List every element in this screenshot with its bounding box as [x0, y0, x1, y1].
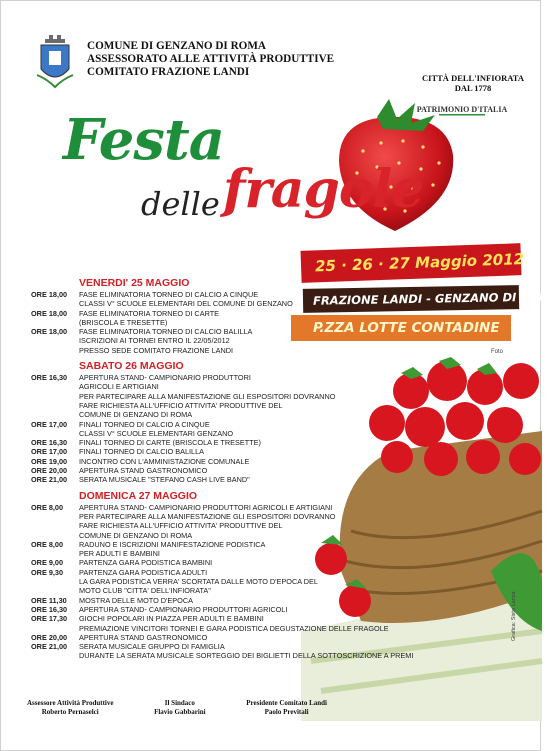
event-description [79, 290, 391, 309]
event-time: ORE 16,30 [31, 438, 68, 448]
signature-block [246, 699, 327, 717]
program-event [31, 327, 391, 355]
event-line: SERATA MUSICALE "STEFANO CASH LIVE BAND" [79, 475, 250, 485]
event-line: PRESSO SEDE COMITATO FRAZIONE LANDI [79, 345, 234, 355]
event-line: APERTURA STAND- CAMPIONARIO PRODUTTORI AGRICOLI [79, 604, 288, 614]
signature-name: Roberto Pernaselci [41, 708, 99, 716]
event-line: CLASSI V° SCUOLE ELEMENTARI GENZANO [79, 428, 234, 438]
event-line: PREMIAZIONE VINCITORI TORNEI E GARA PODISTICA DEGUSTAZIONE DELLE FRAGOLE [79, 623, 389, 633]
event-description [79, 596, 391, 605]
title-festa: Festa [63, 107, 225, 173]
signature-role: Il Sindaco [164, 699, 195, 707]
municipal-crest-icon [37, 35, 73, 87]
event-time: ORE 8,00 [31, 502, 64, 512]
signatures [27, 699, 327, 717]
program-event [31, 457, 391, 466]
event-line: FINALI TORNEO DI CALCIO A CINQUE [79, 419, 210, 429]
program-event [31, 475, 391, 484]
event-description [79, 466, 391, 475]
place-banner: FRAZIONE LANDI - GENZANO DI ROMA [303, 285, 519, 313]
event-line: APERTURA STAND- CAMPIONARIO PRODUTTORI AGRICOLI E ARTIGIANI [79, 502, 333, 512]
event-line: FINALI TORNEO DI CARTE (BRISCOLA E TRESETTE) [79, 438, 261, 448]
event-description [79, 614, 391, 633]
event-time: ORE 19,00 [31, 456, 68, 466]
event-line: AGRICOLI E ARTIGIANI [79, 382, 159, 392]
program-day-heading: SABATO 26 MAGGIO [79, 360, 184, 373]
event-time: ORE 18,00 [31, 327, 68, 337]
event-time: ORE 17,00 [31, 419, 68, 429]
photo-credit: Foto [491, 349, 504, 355]
event-line: PER PARTECIPARE ALLA MANIFESTAZIONE GLI ESPOSITORI DOVRANNO [79, 511, 336, 521]
event-line: PER PARTECIPARE ALLA MANIFESTAZIONE GLI ESPOSITORI DOVRANNO [79, 391, 336, 401]
program-event [31, 466, 391, 475]
program-event [31, 596, 391, 605]
event-line: FARE RICHIESTA ALL'UFFICIO ATTIVITA' PRODUTTIVE DEL [79, 400, 283, 410]
square-banner: P.ZZA LOTTE CONTADINE [291, 315, 511, 341]
signature-role: Presidente Comitato Landi [246, 699, 327, 707]
program-event [31, 605, 391, 614]
event-line: FARE RICHIESTA ALL'UFFICIO ATTIVITA' PRODUTTIVE DEL [79, 521, 283, 531]
organizer-block [87, 40, 334, 79]
event-time: ORE 11,30 [31, 595, 67, 605]
program-event [31, 309, 391, 328]
organizer-line: COMUNE DI GENZANO DI ROMA [87, 40, 266, 52]
event-description [79, 373, 391, 419]
program-event [31, 558, 391, 567]
event-time: ORE 16,30 [31, 373, 68, 383]
event-description [79, 457, 391, 466]
event-line: COMUNE DI GENZANO DI ROMA [79, 410, 193, 420]
title-fragole: fragole [223, 159, 424, 220]
organizer-line: COMITATO FRAZIONE LANDI [87, 66, 250, 78]
program-event [31, 642, 414, 661]
event-description [79, 420, 391, 439]
program-event [31, 568, 391, 596]
event-description [79, 475, 391, 484]
event-line: DURANTE LA SERATA MUSICALE SORTEGGIO DEI BIGLIETTI DELLA SOTTOSCRIZIONE A PREMI [79, 651, 414, 661]
event-line: RADUNO E ISCRIZIONI MANIFESTAZIONE PODISTICA [79, 539, 266, 549]
city-motto-line: DAL 1778 [454, 83, 492, 93]
event-line: MOSTRA DELLE MOTO D'EPOCA [79, 595, 193, 605]
event-time: ORE 21,00 [31, 642, 68, 652]
event-line: ISCRIZIONI AI TORNEI ENTRO IL 22/05/2012 [79, 336, 230, 346]
event-line: INCONTRO CON L'AMMINISTAZIONE COMUNALE [79, 456, 250, 466]
event-description [79, 605, 391, 614]
event-line: APERTURA STAND GASTRONOMICO [79, 466, 208, 476]
event-description [79, 447, 391, 456]
event-description [79, 309, 391, 328]
event-line: FASE ELIMINATORIA TORNEO DI CALCIO A CINQUE [79, 290, 259, 299]
event-line: (BRISCOLA E TRESETTE) [79, 317, 168, 327]
organizer-line: ASSESSORATO ALLE ATTIVITÀ PRODUTTIVE [87, 53, 335, 65]
event-line: SERATA MUSICALE GRUPPO DI FAMIGLIA [79, 642, 225, 652]
event-time: ORE 21,00 [31, 475, 68, 485]
side-credit: Grafica: Sisto Lanza [511, 591, 517, 641]
event-line: MOTO CLUB "CITTA' DELL'INFIORATA" [79, 586, 211, 596]
event-description [79, 503, 391, 540]
program-event [31, 447, 391, 456]
program-event [31, 290, 391, 309]
event-line: PER ADULTI E BAMBINI [79, 549, 160, 559]
program-day-heading: VENERDI' 25 MAGGIO [79, 277, 190, 289]
event-time: ORE 9,00 [31, 558, 64, 568]
event-time: ORE 18,00 [31, 290, 68, 299]
event-description [79, 568, 391, 596]
svg-text:PATRIMONIO D'ITALIA: PATRIMONIO D'ITALIA [416, 105, 508, 114]
event-description [79, 558, 391, 567]
program-event [31, 540, 391, 559]
signature-block [27, 699, 113, 717]
program-event [31, 438, 391, 447]
program-event [31, 373, 391, 419]
event-line: APERTURA STAND- CAMPIONARIO PRODUTTORI [79, 373, 251, 383]
signature-name: Paolo Previtali [264, 708, 309, 716]
program-event [31, 614, 391, 633]
event-time: ORE 9,30 [31, 567, 64, 577]
event-line: APERTURA STAND GASTRONOMICO [79, 632, 208, 642]
event-line: LA GARA PODISTICA VERRA' SCORTATA DALLE MOTO D'EPOCA DEL [79, 577, 318, 587]
signature-name: Flavio Gabbarini [154, 708, 206, 716]
dates-banner: 25 · 26 · 27 Maggio 2012 [301, 243, 522, 283]
event-description [79, 540, 391, 559]
event-line: COMUNE DI GENZANO DI ROMA [79, 530, 193, 540]
event-time: ORE 16,30 [31, 604, 68, 614]
event-description [79, 642, 413, 661]
event-line: PARTENZA GARA PODISTICA ADULTI [79, 567, 208, 577]
program-event [31, 633, 391, 642]
event-line: CLASSI V° SCUOLE ELEMENTARI DEL COMUNE DI GENZANO [79, 299, 293, 309]
event-description [79, 438, 391, 447]
event-time: ORE 8,00 [31, 539, 64, 549]
program-event [31, 503, 391, 540]
event-time: ORE 20,00 [31, 632, 68, 642]
event-description [79, 327, 391, 355]
event-line: FASE ELIMINATORIA TORNEO DI CARTE [79, 308, 220, 318]
program-event [31, 420, 391, 439]
event-time: ORE 20,00 [31, 466, 68, 476]
event-time: ORE 17,00 [31, 447, 68, 457]
event-description [79, 633, 391, 642]
signature-role: Assessore Attività Produttive [27, 699, 114, 707]
program-day-heading: DOMENICA 27 MAGGIO [79, 489, 198, 502]
city-motto-line: CITTÀ DELL'INFIORATA [422, 73, 524, 83]
event-line: FASE ELIMINATORIA TORNEO DI CALCIO BALILLA [79, 327, 253, 337]
title-delle: delle [141, 185, 220, 223]
event-time: ORE 18,00 [31, 308, 68, 318]
event-time: ORE 17,30 [31, 614, 68, 624]
city-motto [418, 73, 528, 93]
event-line: GIOCHI POPOLARI IN PIAZZA PER ADULTI E BAMBINI [79, 614, 264, 624]
event-line: FINALI TORNEO DI CALCIO BALILLA [79, 447, 205, 457]
event-line: PARTENZA GARA PODISTICA BAMBINI [79, 558, 213, 568]
signature-block [154, 699, 206, 717]
